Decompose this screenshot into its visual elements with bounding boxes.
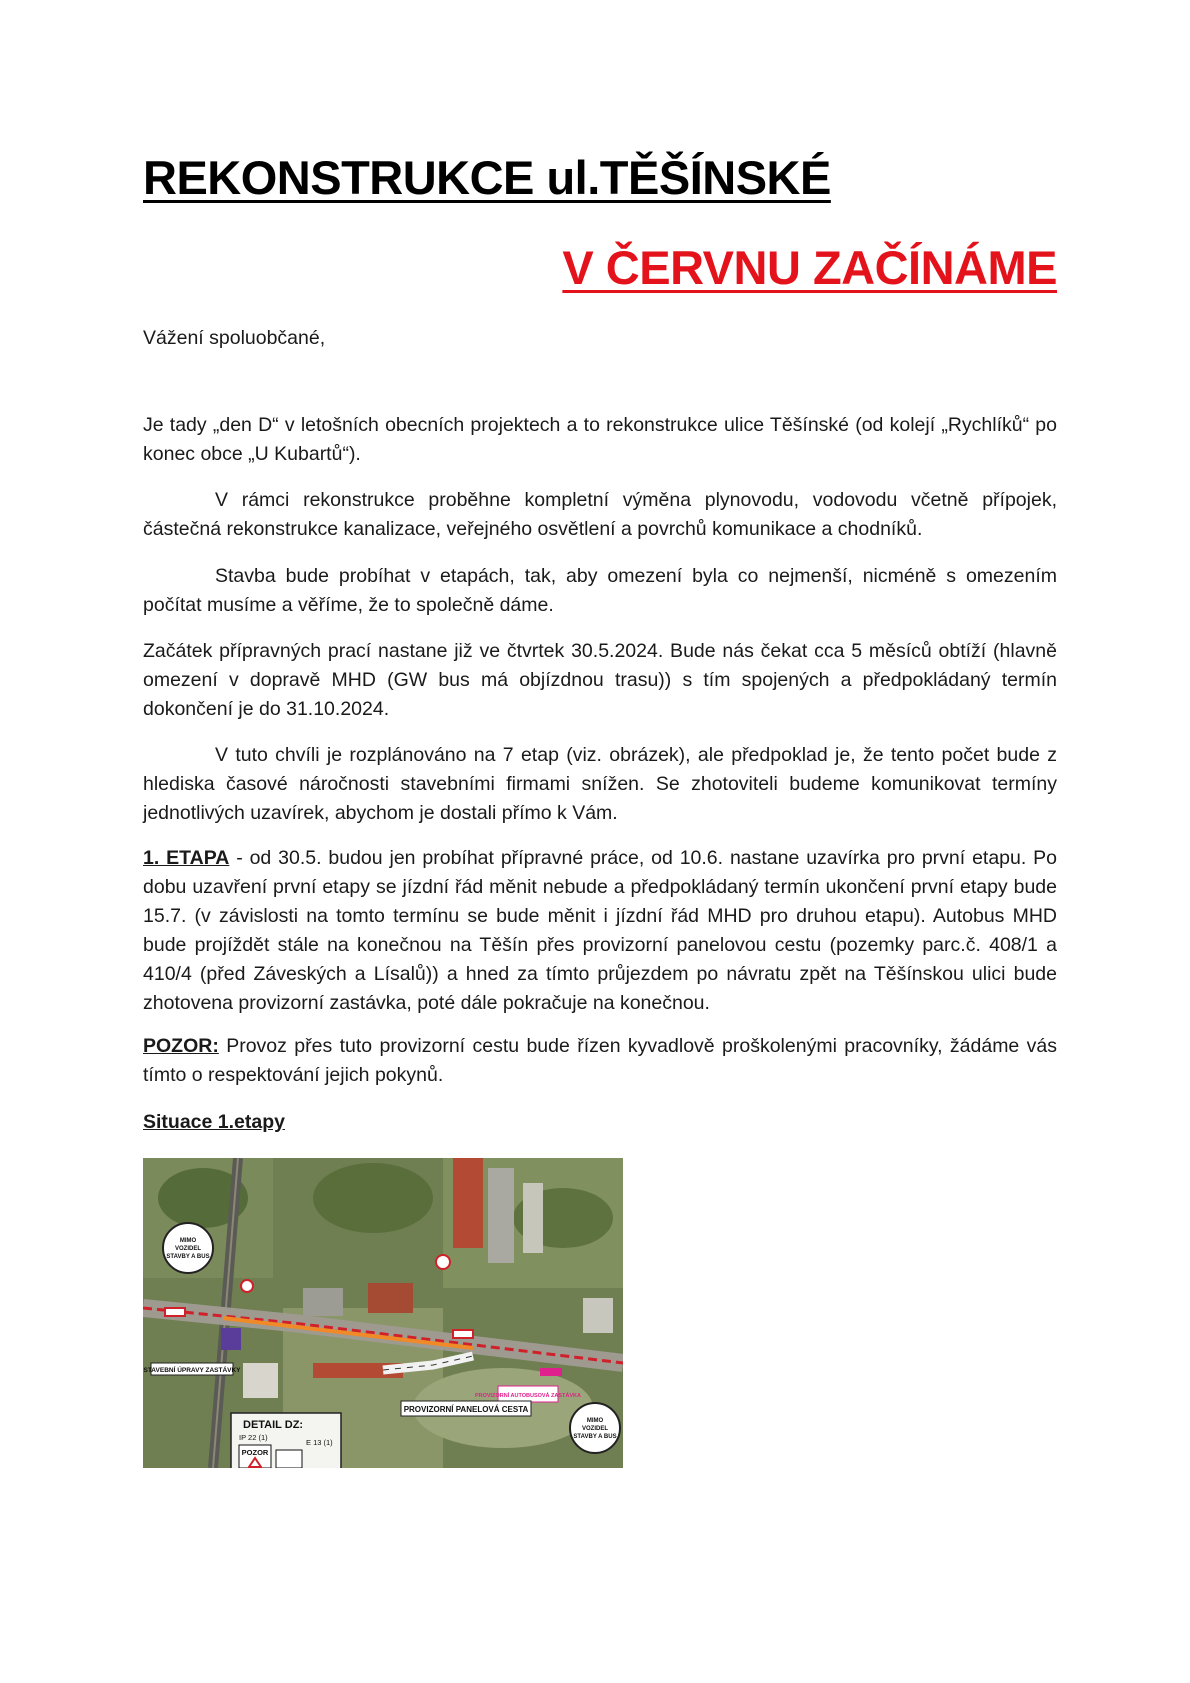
- paragraph-pozor: [143, 1032, 1057, 1090]
- panel-road-label: PROVIZORNÍ PANELOVÁ CESTA: [403, 1405, 529, 1414]
- page-subtitle: V ČERVNU ZAČÍNÁME: [562, 241, 1057, 294]
- detail-label: DETAIL DZ:: [243, 1419, 304, 1431]
- svg-text:VOZIDEL: VOZIDEL: [174, 1246, 202, 1252]
- svg-text:STAVBY A BUS: STAVBY A BUS: [573, 1434, 617, 1440]
- sign-e13: E 13 (1): [306, 1438, 333, 1447]
- roadwork-label: STAVEBNÍ ÚPRAVY ZASTÁVKY: [143, 1367, 241, 1374]
- paragraph-plan: V tuto chvíli je rozplánováno na 7 etap (viz. obrázek), ale předpoklad je, že tento počet bude z hlediska časové náročnosti stavebními firmami snížen. Se zhotoviteli budeme komunikovat termíny jednotlivých uzavírek, abychom je dostali přímo k Vám.: [143, 744, 1057, 824]
- sign-ip22: IP 22 (1): [239, 1433, 268, 1442]
- situace-heading: Situace 1.etapy: [143, 1111, 285, 1133]
- etapa-text: - od 30.5. budou jen probíhat přípravné práce, od 10.6. nastane uzavírka pro první etapu. Po dobu uzavření první etapy se jízdní řád měnit nebude a předpokládaný termín ukončení první etapy bude 15.7. (v závislosti na tomto termínu se bude měnit i jízdní řád MHD pro druhou etapu). Autobus MHD bude projíždět stále na konečnou na Těšín přes provizorní panelovou cestu (pozemky parc.č. 408/1 a 410/4 (před Záveských a Lísalů)) a hned za tímto průjezdem po návratu zpět na Těšínskou ulici bude zhotovena provizorní zastávka, poté dále pokračuje na konečnou.: [143, 847, 1058, 1014]
- pozor-text: Provoz přes tuto provizorní cestu bude řízen kyvadlově proškolenými pracovníky, žádáme vás tímto o respektování jejich pokynů.: [143, 1035, 1057, 1086]
- paragraph-stages: Stavba bude probíhat v etapách, tak, aby omezení byla co nejmenší, nicméně s omezením počítat musíme a věříme, že to společně dáme.: [143, 565, 1057, 616]
- paragraph-scope: V rámci rekonstrukce proběhne kompletní výměna plynovodu, vodovodu včetně přípojek, částečná rekonstrukce kanalizace, veřejného osvětlení a povrchů komunikace a chodníků.: [143, 489, 1057, 540]
- etapa-label: 1. ETAPA: [143, 847, 230, 869]
- greeting: Vážení spoluobčané,: [143, 327, 326, 349]
- paragraph-start-date: Začátek přípravných prací nastane již ve čtvrtek 30.5.2024. Bude nás čekat cca 5 měsíců obtíží (hlavně omezení v dopravě MHD (GW bus má objízdnou trasu)) s tím spojených a předpokládaný termín dokončení je do 31.10.2024.: [143, 640, 1057, 720]
- paragraph-intro: Je tady „den D“ v letošních obecních projektech a to rekonstrukce ulice Těšínské (od kolejí „Rychlíků“ po konec obce „U Kubartů“).: [143, 414, 1057, 465]
- page-title: REKONSTRUKCE ul.TĚŠÍNSKÉ: [143, 151, 831, 204]
- circle-note-left: MIMO: [179, 1238, 197, 1244]
- bus-stop-label: PROVIZORNÍ AUTOBUSOVÁ ZASTÁVKA: [474, 1393, 582, 1399]
- pozor-label: POZOR:: [143, 1035, 219, 1057]
- situation-map-svg: [143, 1158, 623, 1468]
- paragraph-etapa-1: [143, 844, 1057, 1018]
- circle-note-right: MIMO: [586, 1418, 604, 1424]
- sign-pozor: POZOR: [241, 1448, 269, 1457]
- situation-map: [143, 1158, 623, 1468]
- svg-text:VOZIDEL: VOZIDEL: [581, 1426, 609, 1432]
- svg-text:STAVBY A BUS: STAVBY A BUS: [166, 1254, 210, 1260]
